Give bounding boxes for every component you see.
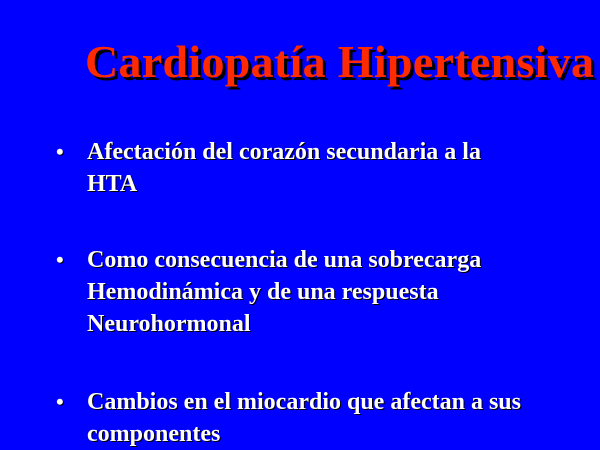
bullet-icon: • [56, 139, 64, 164]
bullet-text: Cambios en el miocardio que afectan a sus componentes [87, 389, 521, 447]
bullet-text: Afectación del corazón secundaria a la HTA [87, 139, 481, 197]
slide-title: Cardiopatía Hipertensiva [85, 36, 595, 87]
bullet-icon: • [56, 247, 64, 272]
bullet-text: Como consecuencia de una sobrecarga Hemodinámica y de una respuesta Neurohormonal [87, 247, 482, 337]
bullet-icon: • [56, 389, 64, 414]
